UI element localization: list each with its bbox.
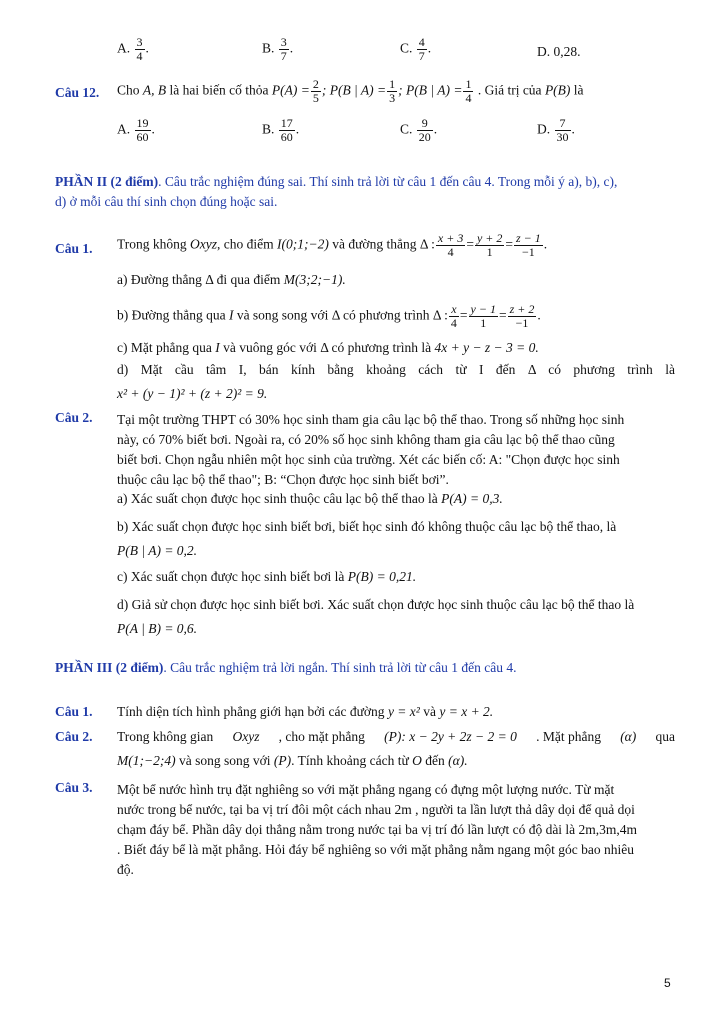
part3-heading bbox=[55, 660, 517, 676]
text: biết bơi. Chọn ngẫu nhiên một học sinh của trường. Xét các biến cố: A: "Chọn được học sinh bbox=[117, 452, 620, 467]
text: . Giá trị của bbox=[477, 82, 542, 98]
text: . Biết đáy bể là mặt phẳng. Hỏi đáy bể nghiêng so với mặt phẳng nằm ngang một góc bao nhiêu bbox=[117, 842, 635, 857]
section-title: PHẦN III (2 điểm) bbox=[55, 660, 164, 675]
denominator: −1 bbox=[515, 316, 529, 330]
option-label: B. bbox=[262, 40, 275, 56]
numerator: 19 bbox=[136, 116, 149, 130]
numerator: 9 bbox=[417, 117, 433, 131]
text: a) Đường thẳng Δ đi qua điểm bbox=[117, 272, 281, 287]
math: O bbox=[412, 753, 422, 768]
math: M(1;−2;4) bbox=[117, 753, 176, 768]
text: nước trong bể nước, tại ba vị trí đôi một cách nhau 2m , người ta lần lượt thả dây dọi để quả dọi bbox=[117, 802, 635, 817]
p3q2-line2 bbox=[117, 753, 468, 769]
math: P(B) bbox=[544, 82, 571, 98]
denominator: 7 bbox=[280, 49, 287, 63]
math: x² + (y − 1)² + (z + 2)² = 9. bbox=[117, 386, 268, 401]
numerator: z − 1 bbox=[516, 231, 541, 245]
numerator: 1 bbox=[465, 77, 472, 91]
denominator: 5 bbox=[312, 91, 319, 105]
text: và song song với bbox=[178, 753, 271, 768]
math: Δ : bbox=[432, 307, 448, 323]
denominator: 4 bbox=[465, 91, 472, 105]
denominator: −1 bbox=[522, 245, 535, 259]
denominator: 4 bbox=[447, 245, 454, 259]
p2q1-statement-d bbox=[117, 360, 675, 404]
math: Oxyz bbox=[190, 236, 218, 252]
option-label: A. bbox=[117, 40, 131, 56]
option-label: D. bbox=[537, 44, 551, 59]
denominator: 20 bbox=[418, 130, 431, 144]
denominator: 1 bbox=[486, 245, 493, 259]
text: chạm đáy bể. Phần dây dọi thẳng nằm trong nước tại ba vị trí đó lần lượt có độ dài là 2m,3m,4m bbox=[117, 822, 638, 837]
math: I(0;1;−2) bbox=[277, 236, 329, 252]
fraction bbox=[436, 232, 465, 259]
fraction bbox=[555, 117, 571, 144]
math: 4x + y − z − 3 = 0. bbox=[434, 340, 539, 355]
fraction bbox=[475, 232, 504, 259]
fraction bbox=[514, 232, 543, 259]
text: , cho mặt phẳng bbox=[278, 729, 365, 744]
fraction bbox=[311, 78, 321, 105]
option-label: D. bbox=[537, 121, 551, 137]
denominator: 4 bbox=[136, 49, 143, 63]
text: đến bbox=[425, 753, 445, 768]
p2q1-stem: Trong không Oxyz, cho điểm I(0;1;−2) và đường thẳng Δ : $\frac{x + 3}{4}$ = $\frac{y + 2}{1}$ = $\frac{z - 1}{-1}$ . bbox=[117, 231, 548, 259]
math: P(A | B) = 0,6. bbox=[117, 621, 198, 636]
option-value: 0,28 bbox=[553, 44, 578, 59]
math: P(A) = 0,3. bbox=[441, 491, 503, 506]
text: . Câu trắc nghiệm đúng sai. Thí sinh trả lời từ câu 1 đến câu 4. Trong mỗi ý a), b), c), bbox=[158, 174, 618, 189]
option-label: C. bbox=[400, 121, 413, 137]
text: d) Giả sử chọn được học sinh biết bơi. Xác suất chọn được học sinh thuộc câu lạc bộ thể thao là bbox=[117, 597, 635, 612]
section-title: PHẦN II (2 điểm) bbox=[55, 174, 159, 189]
numerator: y + 2 bbox=[476, 231, 503, 245]
p2q1-statement-c bbox=[117, 340, 539, 356]
p2q2-statement-d bbox=[117, 595, 675, 639]
denominator: 30 bbox=[556, 130, 569, 144]
p3q1-stem bbox=[117, 704, 493, 720]
numerator: x + 3 bbox=[437, 231, 464, 245]
math: Δ : bbox=[419, 236, 435, 252]
numerator: 4 bbox=[418, 35, 425, 49]
numerator: x bbox=[449, 303, 459, 317]
fraction bbox=[135, 36, 145, 63]
text: và vuông góc với Δ có phương trình là bbox=[223, 340, 432, 355]
numerator: y − 1 bbox=[470, 302, 496, 316]
numerator: 7 bbox=[555, 117, 571, 131]
numerator: z + 2 bbox=[509, 302, 535, 316]
numerator: 3 bbox=[136, 35, 143, 49]
denominator: 4 bbox=[450, 316, 457, 330]
math: (α). bbox=[448, 753, 468, 768]
text: Trong không gian bbox=[117, 729, 214, 744]
text: và bbox=[423, 704, 436, 719]
text: d) Mặt cầu tâm I, bán kính bằng khoảng cách từ I đến Δ có phương trình là bbox=[117, 362, 675, 377]
text: a) Xác suất chọn được học sinh thuộc câu lạc bộ thể thao là bbox=[117, 491, 438, 506]
text: thuộc câu lạc bộ thể thao"; B: “Chọn được học sinh biết bơi”. bbox=[117, 472, 449, 487]
fraction bbox=[463, 78, 473, 105]
math: ; P(B | A) = bbox=[321, 82, 387, 98]
fraction bbox=[279, 36, 289, 63]
fraction bbox=[469, 303, 498, 330]
text: là bbox=[573, 82, 584, 98]
p3q2-line1 bbox=[117, 729, 675, 745]
q12-option-c: C. $\frac{9}{20}$ . bbox=[400, 116, 438, 144]
option-label: A. bbox=[117, 121, 131, 137]
text: Một bể nước hình trụ đặt nghiêng so với mặt phẳng ngang có đựng một lượng nước. Từ mặt bbox=[117, 782, 615, 797]
q12-option-d: D. $\frac{7}{30}$ . bbox=[537, 116, 575, 144]
q12-option-a: A. $\frac{19}{60}$ . bbox=[117, 116, 155, 144]
question-label: Câu 3. bbox=[55, 780, 93, 795]
math: (P): x − 2y + 2z − 2 = 0 bbox=[384, 729, 517, 744]
math: y = x² bbox=[387, 704, 420, 719]
text: b) Đường thẳng qua bbox=[117, 307, 226, 323]
text: c) Xác suất chọn được học sinh biết bơi là bbox=[117, 569, 345, 584]
page-number: 5 bbox=[664, 976, 671, 990]
text: . Câu trắc nghiệm trả lời ngắn. Thí sinh trả lời từ câu 1 đến câu 4. bbox=[163, 660, 517, 675]
math: A, B bbox=[142, 82, 167, 98]
math: P(B) = 0,21. bbox=[347, 569, 417, 584]
text: . Mặt phẳng bbox=[536, 729, 601, 744]
q11-option-a: A. $\frac{3}{4}$ . bbox=[117, 35, 149, 63]
text: b) Xác suất chọn được học sinh biết bơi, biết học sinh đó không thuộc câu lạc bộ thể thao, là bbox=[117, 519, 617, 534]
math: M(3;2;−1). bbox=[283, 272, 346, 287]
text: , cho điểm bbox=[217, 236, 274, 252]
denominator: 1 bbox=[480, 316, 487, 330]
fraction bbox=[508, 303, 537, 330]
fraction bbox=[417, 36, 427, 63]
text: Tính diện tích hình phẳng giới hạn bởi các đường bbox=[117, 704, 385, 719]
math: I bbox=[215, 340, 220, 355]
q11-option-b: B. $\frac{3}{7}$ . bbox=[262, 35, 294, 63]
q12-stem bbox=[117, 78, 584, 105]
numerator: 3 bbox=[280, 35, 287, 49]
math: I bbox=[228, 307, 234, 323]
math: y = x + 2. bbox=[439, 704, 494, 719]
denominator: 60 bbox=[136, 130, 149, 144]
p2q2-statement-b bbox=[117, 517, 675, 561]
fraction bbox=[449, 303, 459, 330]
denominator: 3 bbox=[389, 91, 396, 105]
numerator: 1 bbox=[389, 77, 396, 91]
q12-option-b: B. $\frac{17}{60}$ . bbox=[262, 116, 300, 144]
text: và song song với Δ có phương trình bbox=[236, 307, 430, 323]
question-label: Câu 2. bbox=[55, 729, 93, 744]
math: Oxyz bbox=[232, 729, 260, 744]
q11-option-d: D. 0,28. bbox=[537, 44, 581, 59]
numerator: 17 bbox=[280, 116, 293, 130]
text: độ. bbox=[117, 862, 134, 877]
question-label: Câu 12. bbox=[55, 85, 100, 100]
text: Cho bbox=[117, 82, 140, 98]
text: d) ở mỗi câu thí sinh chọn đúng hoặc sai. bbox=[55, 194, 278, 209]
denominator: 60 bbox=[280, 130, 293, 144]
text: Trong không bbox=[117, 236, 187, 252]
text: là hai biến cố thỏa bbox=[169, 82, 269, 98]
denominator: 7 bbox=[418, 49, 425, 63]
p2q2-statement-c bbox=[117, 569, 416, 585]
fraction bbox=[279, 117, 295, 144]
p3q3-stem bbox=[117, 780, 675, 880]
q11-option-c: C. $\frac{4}{7}$ . bbox=[400, 35, 432, 63]
p2q1-statement-a bbox=[117, 272, 346, 288]
p2q2-statement-a bbox=[117, 491, 503, 507]
p2q1-statement-b: b) Đường thẳng qua I và song song với Δ có phương trình Δ : $\frac{x}{4}$ = $\frac{y - 1}{1}$ = $\frac{z + 2}{-1}$ . bbox=[117, 302, 541, 330]
fraction bbox=[135, 117, 151, 144]
text: qua bbox=[655, 729, 675, 744]
question-label: Câu 1. bbox=[55, 241, 93, 256]
math: P(B | A) = 0,2. bbox=[117, 543, 198, 558]
text: và đường thẳng bbox=[332, 236, 417, 252]
p2q2-stem bbox=[117, 410, 675, 490]
part2-heading bbox=[55, 172, 675, 212]
math: P(A) = bbox=[271, 82, 310, 98]
numerator: 2 bbox=[312, 77, 319, 91]
text: này, có 70% biết bơi. Ngoài ra, có 20% số học sinh không tham gia câu lạc bộ thể thao cũng bbox=[117, 432, 615, 447]
text: . Tính khoảng cách từ bbox=[291, 753, 409, 768]
option-label: C. bbox=[400, 40, 413, 56]
math: (α) bbox=[620, 729, 637, 744]
option-label: B. bbox=[262, 121, 275, 137]
text: c) Mặt phẳng qua bbox=[117, 340, 212, 355]
fraction bbox=[417, 117, 433, 144]
question-label: Câu 2. bbox=[55, 410, 93, 425]
text: Tại một trường THPT có 30% học sinh tham gia câu lạc bộ thể thao. Trong số những học sinh bbox=[117, 412, 625, 427]
math: ; P(B | A) = bbox=[398, 82, 463, 98]
question-label: Câu 1. bbox=[55, 704, 93, 719]
fraction bbox=[387, 78, 397, 105]
math: (P) bbox=[273, 753, 292, 768]
